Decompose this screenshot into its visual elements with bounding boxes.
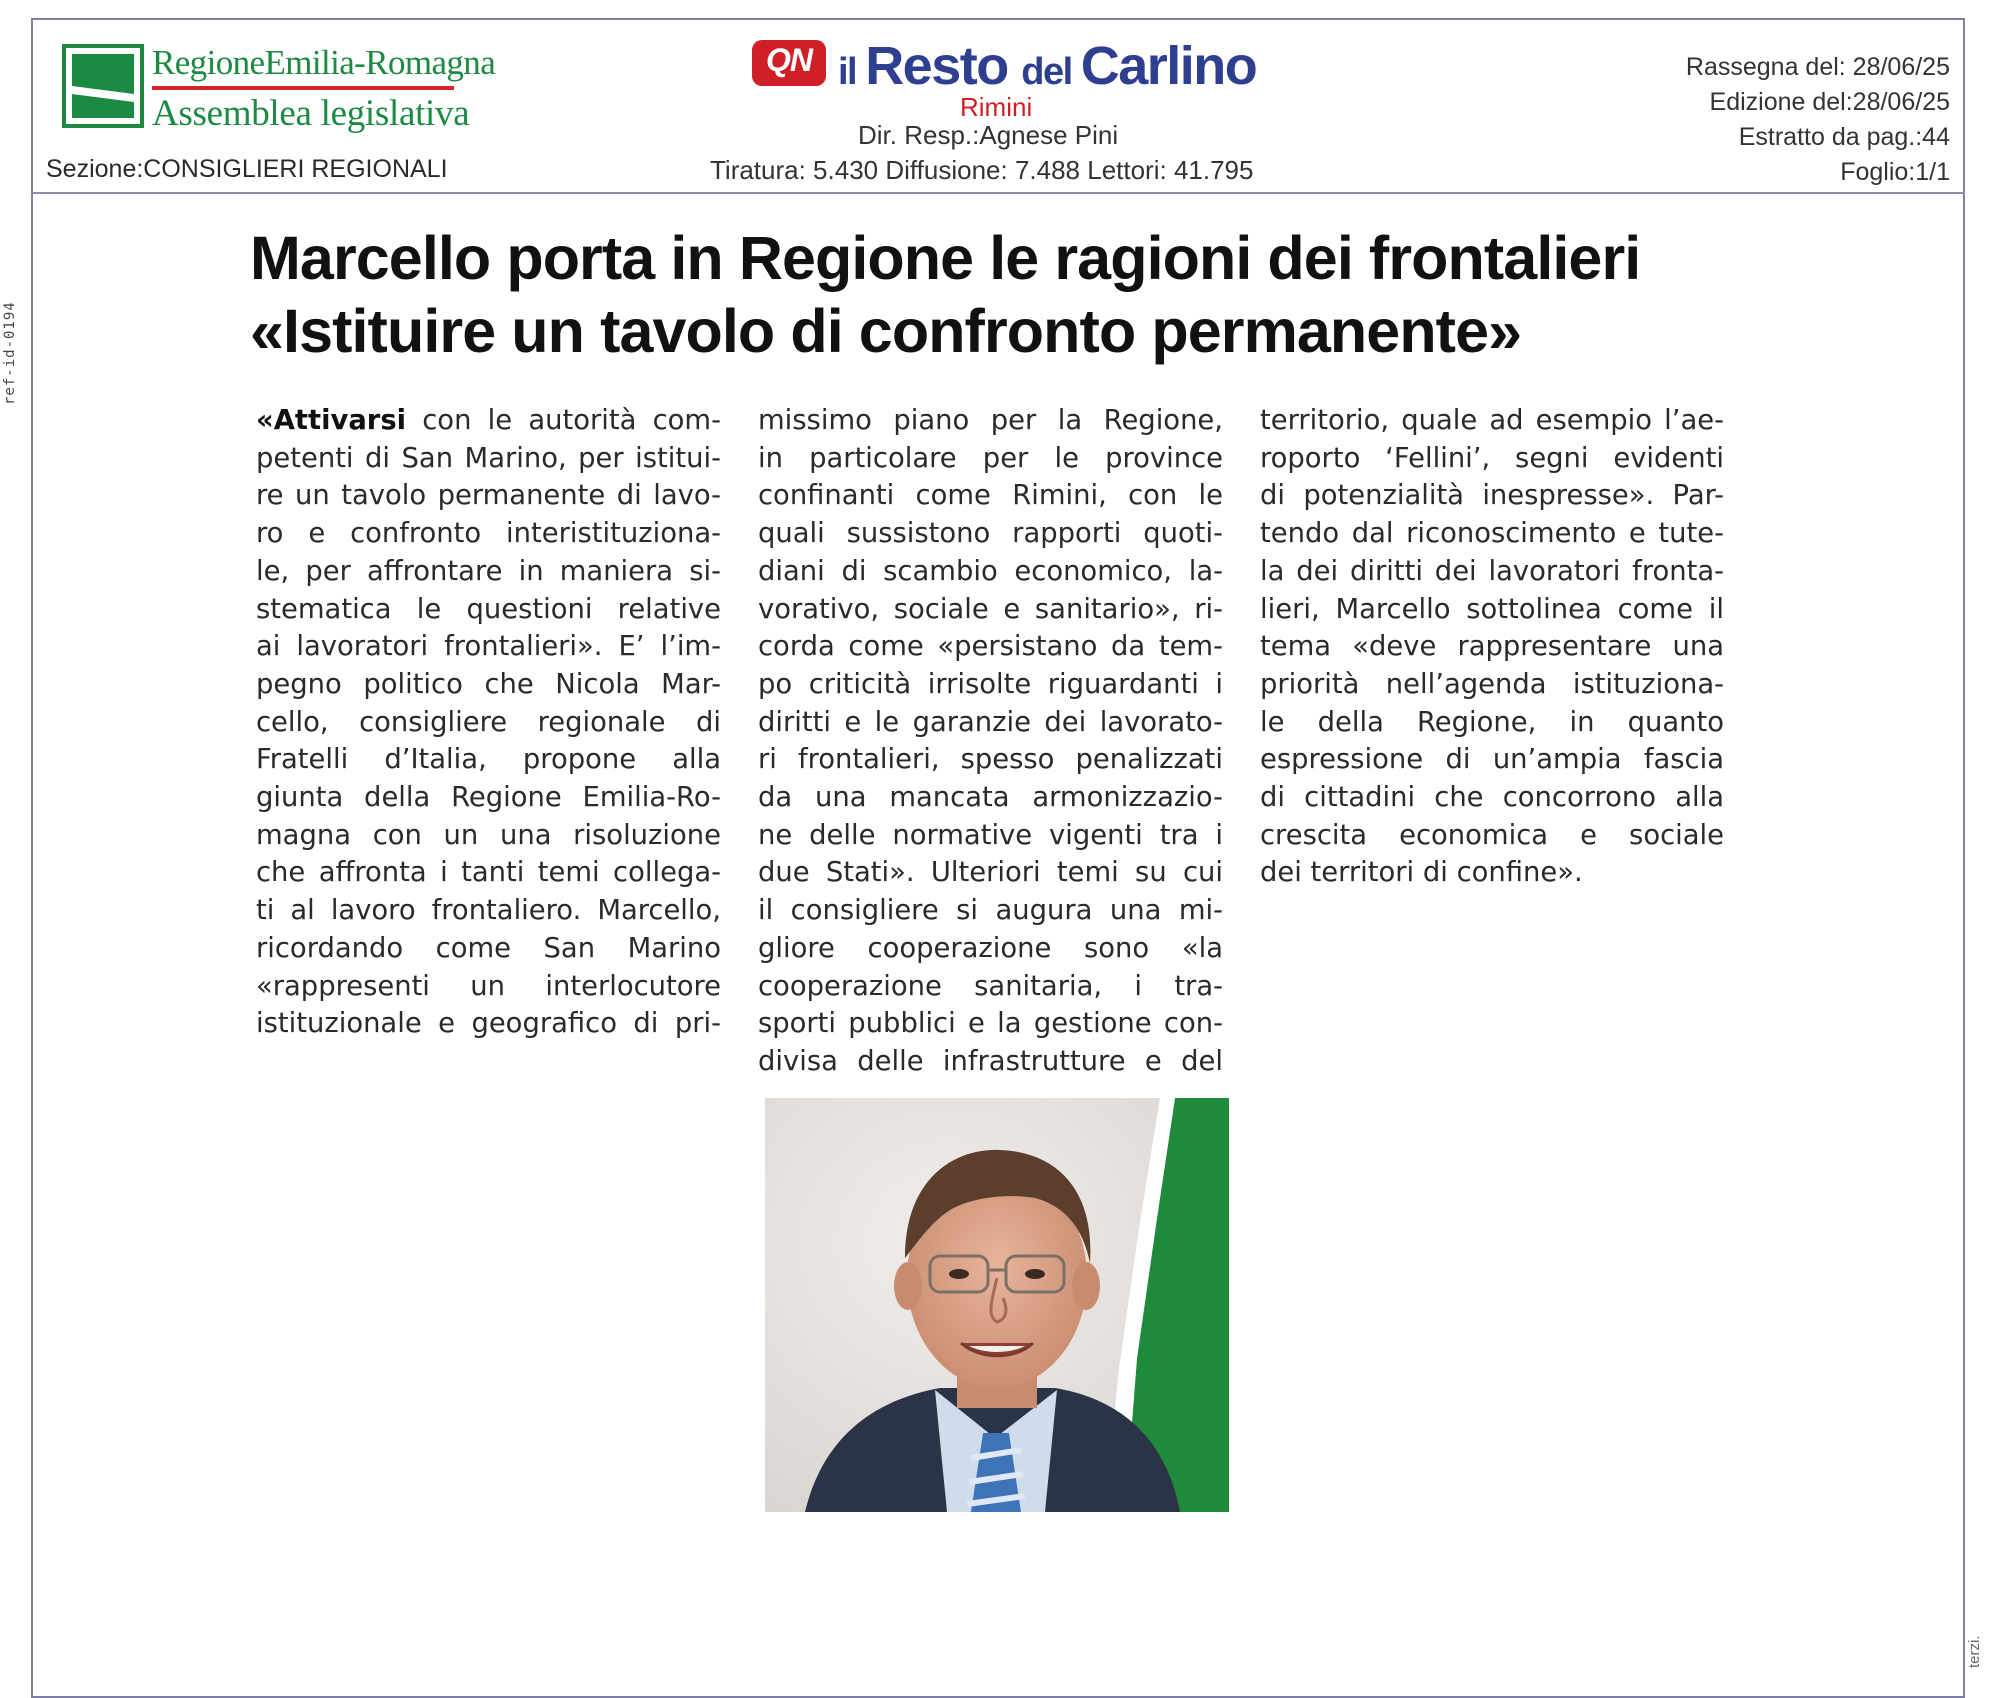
article-line: diritti e le garanzie dei lavorato- <box>758 706 1223 738</box>
region-body: Assemblea legislativa <box>152 93 470 134</box>
article-line <box>256 402 721 440</box>
title-end: Carlino <box>1080 36 1257 96</box>
article-line: tema «deve rappresentare una <box>1260 631 1724 663</box>
article-line: confinanti come Rimini, con le <box>758 480 1223 512</box>
region-logo <box>62 42 496 134</box>
article-line: da una mancata armonizzazio- <box>758 782 1223 814</box>
article-line: diani di scambio economico, la- <box>758 555 1223 587</box>
article-line: sporti pubblici e la gestione con- <box>758 1008 1223 1040</box>
article-line: crescita economica e sociale <box>1260 819 1724 851</box>
article-line: divisa delle infrastrutture e del <box>758 1045 1223 1077</box>
article-line: po criticità irrisolte riguardanti i <box>758 668 1223 700</box>
article-line: due Stati». Ulteriori temi su cui <box>758 857 1223 889</box>
article-line: in particolare per le province <box>758 442 1223 474</box>
article-line: roporto ‘Fellini’, segni evidenti <box>1260 442 1724 474</box>
article-line: lieri, Marcello sottolinea come il <box>1260 593 1724 625</box>
article-line: quali sussistono rapporti quoti- <box>758 518 1223 550</box>
clipping-meta <box>1686 50 1950 190</box>
article-line: istituzionale e geografico di pri- <box>256 1008 721 1040</box>
article-line: ro e confronto interistituziona- <box>256 518 721 550</box>
director: Dir. Resp.:Agnese Pini <box>858 120 1119 150</box>
article-line: il consigliere si augura una mi- <box>758 895 1223 927</box>
article-column-3 <box>1260 402 1724 892</box>
article-line: pegno politico che Nicola Mar- <box>256 668 721 700</box>
newspaper-title <box>838 34 1256 104</box>
circulation-stats: Tiratura: 5.430 Diffusione: 7.488 Lettori: 41.795 <box>710 155 1254 185</box>
side-note: terzi. <box>1966 1635 1983 1668</box>
article-line: stematica le questioni relative <box>256 593 721 625</box>
title-main: Resto <box>865 36 1022 96</box>
header-divider <box>31 192 1965 194</box>
article-line: gliore cooperazione sono «la <box>758 932 1223 964</box>
article-line: tendo dal riconoscimento e tute- <box>1260 518 1724 550</box>
region-name: RegioneEmilia-Romagna <box>152 43 496 82</box>
article-line: ne delle normative vigenti tra i <box>758 819 1223 851</box>
headline-line-1: Marcello porta in Regione le ragioni dei frontalieri <box>250 224 1641 292</box>
estratto-page: Estratto da pag.:44 <box>1738 123 1950 151</box>
foglio: Foglio:1/1 <box>1840 158 1950 186</box>
rassegna-date: Rassegna del: 28/06/25 <box>1685 53 1950 81</box>
side-reference-code: ref-id-0194 <box>2 301 18 405</box>
region-emblem-icon <box>62 44 144 128</box>
article-headline <box>250 222 1770 368</box>
article-line: petenti di San Marino, per istitui- <box>256 442 721 474</box>
article-line: vorativo, sociale e sanitario», ri- <box>758 593 1223 625</box>
article-line: ricordando come San Marino <box>256 932 721 964</box>
article-line: ti al lavoro frontaliero. Marcello, <box>256 895 721 927</box>
portrait-photo <box>765 1098 1229 1512</box>
article-line: di cittadini che concorrono alla <box>1260 782 1724 814</box>
article-line: di potenzialità inespresse». Par- <box>1260 480 1724 512</box>
article-line: dei territori di confine». <box>1260 857 1583 889</box>
edition-city: Rimini <box>960 92 1033 122</box>
article-line: territorio, quale ad esempio l’ae- <box>1260 405 1724 436</box>
article-line: espressione di un’ampia fascia <box>1260 744 1724 776</box>
article-line: ai lavoratori frontalieri». E’ l’im- <box>256 631 721 663</box>
article-line: missimo piano per la Regione, <box>758 405 1223 436</box>
article-lead-word: «Attivarsi <box>256 405 407 436</box>
qn-badge: QN <box>752 40 826 86</box>
article-line-text: con le autorità com- <box>406 405 721 436</box>
article-line: corda come «persistano da tem- <box>758 631 1223 663</box>
article-line: magna con un una risoluzione <box>256 819 721 851</box>
article-line: giunta della Regione Emilia-Ro- <box>256 782 721 814</box>
article-column-1 <box>256 402 721 1043</box>
article-line: che affronta i tanti temi collega- <box>256 857 721 889</box>
article-line: cello, consigliere regionale di <box>256 706 721 738</box>
article-line: le della Regione, in quanto <box>1260 706 1724 738</box>
newspaper-masthead <box>752 34 1257 124</box>
article-line: priorità nell’agenda istituziona- <box>1260 668 1724 700</box>
article-line: «rappresenti un interlocutore <box>256 970 721 1002</box>
headline-line-2: «Istituire un tavolo di confronto permanente» <box>250 297 1522 365</box>
edizione-date: Edizione del:28/06/25 <box>1709 88 1950 116</box>
article-line: ri frontalieri, spesso penalizzati <box>758 744 1223 776</box>
article-line: le, per affrontare in maniera si- <box>256 555 721 587</box>
region-red-rule <box>152 86 454 90</box>
article-line: cooperazione sanitaria, i tra- <box>758 970 1223 1002</box>
title-pre: il <box>838 51 866 93</box>
article-line: Fratelli d’Italia, propone alla <box>256 744 721 776</box>
section-label: Sezione:CONSIGLIERI REGIONALI <box>46 155 448 183</box>
title-small: del <box>1021 51 1081 93</box>
article-line: la dei diritti dei lavoratori fronta- <box>1260 555 1724 587</box>
article-line: re un tavolo permanente di lavo- <box>256 480 721 512</box>
article-column-2 <box>758 402 1223 1081</box>
